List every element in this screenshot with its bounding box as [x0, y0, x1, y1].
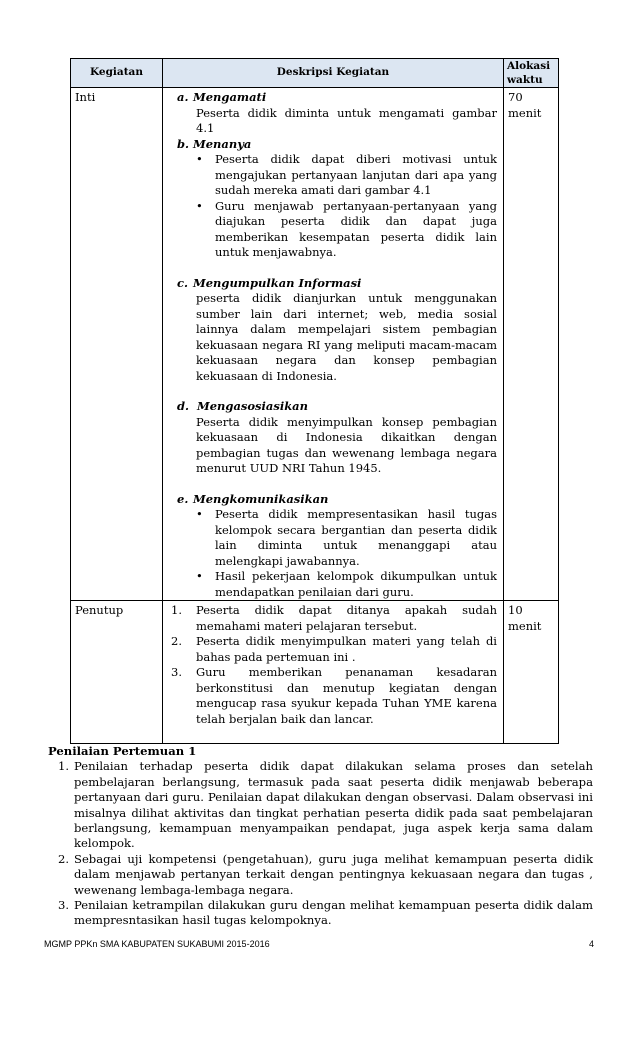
time-inti-unit: menit	[508, 105, 542, 120]
list-item: • Peserta didik mempresentasikan hasil tugas kelompok secara bergantian dan peserta didik lain diminta untuk menanggapi atau melengkapi jawabannya.	[194, 507, 497, 569]
list-item: • Peserta didik dapat diberi motivasi untuk mengajukan pertanyaan lanjutan dari apa yang sudah mereka amati dari gambar 4.1	[194, 152, 497, 199]
list-item: • Hasil pekerjaan kelompok dikumpulkan untuk mendapatkan penilaian dari guru.	[194, 569, 497, 600]
assessment-section	[48, 744, 593, 929]
table-header-row	[71, 59, 559, 88]
time-inti-value: 70	[508, 90, 523, 104]
time-penutup	[504, 601, 559, 744]
section-b-title: b. Menanya	[177, 136, 252, 151]
section-e-list	[194, 507, 497, 600]
list-item: • Guru menjawab pertanyaan-pertanyaan yang diajukan peserta didik dan dapat juga memberikan kesempatan peserta didik lain untuk menjawabnya.	[194, 199, 497, 261]
list-item: 1. Peserta didik dapat ditanya apakah sudah memahami materi pelajaran tersebut.	[171, 603, 497, 633]
time-inti	[504, 88, 559, 601]
header-deskripsi: Deskripsi Kegiatan	[163, 59, 504, 88]
row-label-penutup: Penutup	[71, 601, 163, 744]
section-c-text: peserta didik dianjurkan untuk menggunakan sumber lain dari internet; web, media sosial lainnya dalam mempelajari sistem pembagian kekuasaan negara RI yang meliputi macam-macam kekuasaan negara dan konsep pembagian kekuasaan di Indonesia.	[196, 291, 497, 383]
header-alokasi	[504, 59, 559, 88]
assessment-list	[48, 759, 593, 928]
section-e-title: e. Mengkomunikasikan	[177, 491, 329, 506]
row-label-inti: Inti	[71, 88, 163, 601]
list-item: 3. Penilaian ketrampilan dilakukan guru dengan melihat kemampuan peserta didik dalam mempresntasikan hasil tugas kelompoknya.	[58, 898, 593, 928]
header-alokasi-line1: Alokasi	[507, 60, 551, 72]
section-a-title: a. Mengamati	[177, 90, 267, 104]
list-item: 1. Penilaian terhadap peserta didik dapat dilakukan selama proses dan setelah pembelajaran berlangsung, termasuk pada saat peserta didik menjawab beberapa pertanyaan dari guru. Penilaian dapat dilakukan dengan observasi. Dalam observasi ini misalnya dilihat aktivitas dan tingkat perhatian peserta didik pada saat pembelajaran berlangsung, kemampuan menyampaikan pendapat, juga aspek kerja sama dalam kelompok.	[58, 759, 593, 851]
header-kegiatan: Kegiatan	[71, 59, 163, 88]
section-b-list	[194, 152, 497, 261]
section-a-text: Peserta didik diminta untuk mengamati gambar 4.1	[196, 105, 497, 135]
table-row-inti	[71, 88, 559, 601]
time-penutup-value: 10	[508, 603, 523, 617]
footer-text: MGMP PPKn SMA KABUPATEN SUKABUMI 2015-2016	[44, 939, 270, 949]
list-item: 2. Peserta didik menyimpulkan materi yang telah di bahas pada pertemuan ini .	[171, 634, 497, 664]
penutup-list	[171, 603, 497, 727]
section-d-text: Peserta didik menyimpulkan konsep pembagian kekuasaan di Indonesia dikaitkan dengan pembagian tugas dan wewenang lembaga negara menurut UUD NRI Tahun 1945.	[196, 414, 497, 475]
page-number: 4	[588, 939, 594, 949]
activity-table	[70, 58, 559, 744]
list-item: 3. Guru memberikan penanaman kesadaran berkonstitusi dan menutup kegiatan dengan mengucap rasa syukur kepada Tuhan YME karena telah berjalan baik dan lancar.	[171, 665, 497, 726]
section-c-title: c. Mengumpulkan Informasi	[177, 275, 362, 290]
inti-description	[163, 88, 504, 601]
header-alokasi-line2: waktu	[507, 74, 543, 86]
page-footer	[44, 939, 594, 949]
table-row-penutup	[71, 601, 559, 744]
penutup-description	[163, 601, 504, 744]
time-penutup-unit: menit	[508, 618, 542, 633]
assessment-title: Penilaian Pertemuan 1	[48, 744, 197, 758]
list-item: 2. Sebagai uji kompetensi (pengetahuan), guru juga melihat kemampuan peserta didik dalam menjawab pertanyan terkait dengan pentingnya kekuasaan negara dan tugas , wewenang lembaga-lembaga negara.	[58, 851, 593, 897]
section-d-title: d. Mengasosiasikan	[177, 399, 308, 413]
